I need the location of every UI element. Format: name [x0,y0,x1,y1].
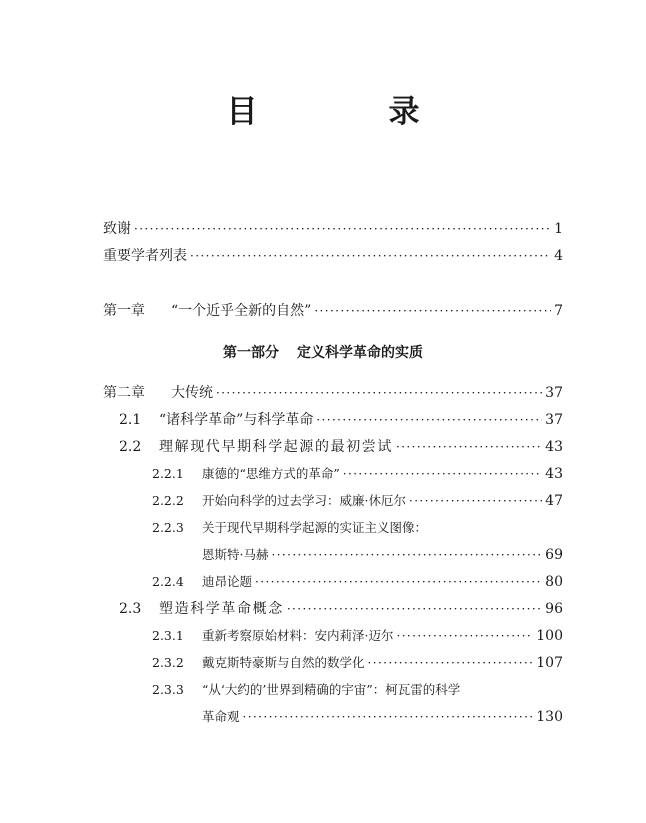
toc-page-number: 47 [545,493,563,509]
toc-label: 迪昂论题 [202,574,253,589]
section-number: 2.3.2 [152,655,184,670]
section-number: 2.3 [119,601,142,617]
chapter-number: 第二章 [103,385,145,401]
toc-page-number: 4 [554,248,563,264]
toc-entry-section-2-3-3-cont[interactable] [202,707,563,727]
section-number: 2.3.1 [152,628,184,643]
dot-leader [216,383,542,403]
dot-leader [409,491,542,511]
dot-leader [255,572,542,592]
toc-page-number: 80 [545,574,563,590]
toc-entry-section-2-3-1[interactable] [152,626,563,646]
toc-label: 关于现代早期科学起源的实证主义图像： [202,520,428,535]
section-number: 2.3.3 [152,682,184,697]
section-number: 2.2.4 [152,574,184,589]
dot-leader [343,464,542,484]
toc-entry-section-2-3-3[interactable] [152,680,563,700]
section-number: 2.2 [119,439,142,455]
toc-entry-section-2-1[interactable] [119,410,563,430]
dot-leader [287,599,542,619]
section-number: 2.2.3 [152,520,184,535]
toc-entry-section-2-3-2[interactable] [152,653,563,673]
toc-label: 戴克斯特豪斯与自然的数学化 [202,655,365,670]
toc-label: 致谢 [103,221,131,237]
toc-page-number: 37 [545,412,563,428]
dot-leader [190,246,551,266]
section-number: 2.2.1 [152,466,184,481]
toc-page-number: 43 [545,466,563,482]
toc-entry-section-2-2-4[interactable] [152,572,563,592]
chapter-number: 第一章 [103,303,145,319]
toc-entry-section-2-2-1[interactable] [152,464,563,484]
toc-entry-section-2-2-3-cont[interactable] [202,545,563,565]
toc-page-number: 37 [545,385,563,401]
toc-page-number: 69 [545,547,563,563]
toc-label: 重要学者列表 [103,248,187,264]
toc-entry-section-2-2-3[interactable] [152,518,563,538]
toc-entry-section-2-2[interactable] [119,437,563,457]
toc-label: 塑造科学革命概念 [159,601,284,617]
dot-leader [396,437,542,457]
toc-label: 大传统 [171,385,213,401]
section-number: 2.1 [119,412,142,428]
toc-page-number: 43 [545,439,563,455]
toc-page-number: 100 [536,628,563,644]
toc-entry-section-2-3[interactable] [119,599,563,619]
dot-leader [396,626,533,646]
toc-page-number: 130 [536,709,563,725]
dot-leader [368,653,534,673]
toc-entry-scholars-list[interactable] [103,246,563,266]
toc-entry-chapter-1[interactable] [103,301,563,321]
toc-entry-chapter-2[interactable] [103,383,563,403]
toc-label: “从‘大约的’世界到精确的宇宙”：柯瓦雷的科学 [202,682,461,697]
toc-label: 开始向科学的过去学习：威廉·休厄尔 [202,493,406,508]
dot-leader [271,545,542,565]
dot-leader [314,301,551,321]
toc-entry-section-2-2-2[interactable] [152,491,563,511]
section-number: 2.2.2 [152,493,184,508]
part-number: 第一部分 [223,345,279,361]
toc-label: “诸科学革命”与科学革命 [159,412,314,428]
toc-label-continued: 恩斯特·马赫 [202,547,269,562]
toc-label: 重新考察原始材料：安内莉泽·迈尔 [202,628,394,643]
dot-leader [243,707,534,727]
toc-page-number: 7 [554,303,563,319]
toc-page-number: 1 [554,221,563,237]
toc-label: 理解现代早期科学起源的最初尝试 [159,439,393,455]
toc-entry-acknowledgements[interactable] [103,219,563,239]
toc-page-number: 107 [536,655,563,671]
toc-label-continued: 革命观 [202,709,240,724]
toc-page-number: 96 [545,601,563,617]
part-heading [0,343,646,363]
dot-leader [316,410,542,430]
toc-label: 康德的“思维方式的革命” [202,466,340,481]
toc-label: “一个近乎全新的自然” [171,303,312,319]
dot-leader [134,219,551,239]
page-title: 目 录 [226,94,470,130]
part-title: 定义科学革命的实质 [297,345,423,361]
